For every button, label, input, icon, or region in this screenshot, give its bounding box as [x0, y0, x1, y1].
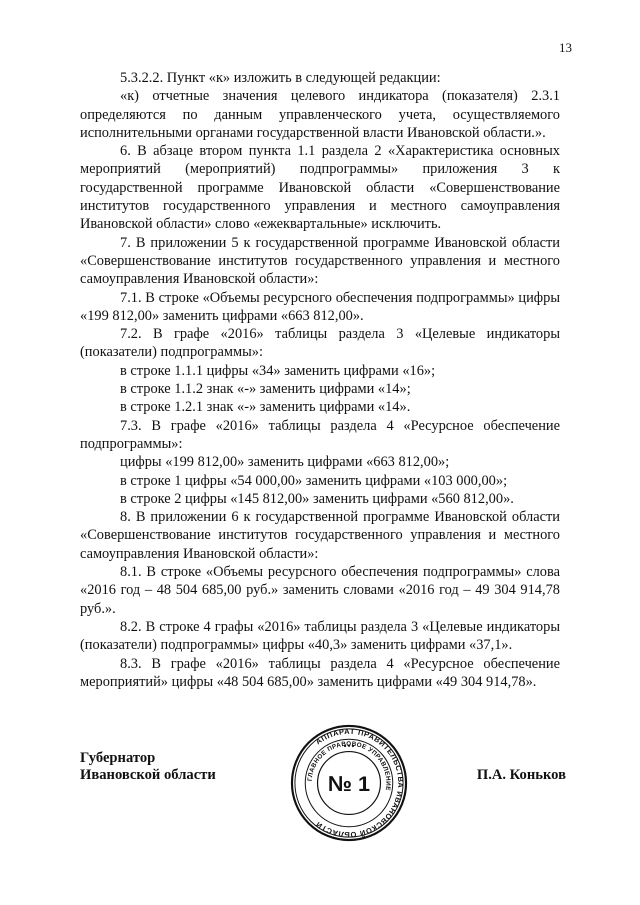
paragraph: 8.2. В строке 4 графы «2016» таблицы раздела 3 «Целевые индикаторы (показатели) подпрограммы» цифры «40,3» заменить цифрами «37,1». [80, 618, 560, 654]
seal-center-number: № 1 [327, 770, 371, 796]
paragraph: 8.1. В строке «Объемы ресурсного обеспечения подпрограммы» слова «2016 год – 48 504 685,00 руб.» заменить словами «2016 год – 49 304 914,78 руб.». [80, 564, 560, 617]
signature-name: П.А. Коньков [476, 767, 566, 783]
paragraph: 6. В абзаце втором пункта 1.1 раздела 2 «Характеристика основных мероприятий (мероприятий) подпрограммы» приложения 3 к государственной программе Ивановской области «Совершенствование институтов государственного управления и местного самоуправления Ивановской области» слово «ежеквартальные» исключить. [80, 143, 560, 233]
paragraph: в строке 1 цифры «54 000,00» заменить цифрами «103 000,00»; [120, 472, 508, 489]
paragraph: 8.3. В графе «2016» таблицы раздела 4 «Ресурсное обеспечение мероприятий» цифры «48 504 685,00» заменить цифрами «49 304 914,78». [80, 655, 560, 690]
seal-inner-text: ГЛАВНОЕ ПРАВОВОЕ УПРАВЛЕНИЕ [306, 740, 392, 792]
document-body [80, 69, 560, 691]
paragraph: цифры «199 812,00» заменить цифрами «663 812,00»; [120, 454, 450, 471]
paragraph: в строке 1.1.2 знак «-» заменить цифрами «14»; [120, 381, 411, 398]
paragraph: 7.1. В строке «Объемы ресурсного обеспечения подпрограммы» цифры «199 812,00» заменить цифрами «663 812,00». [80, 289, 560, 324]
paragraph: 5.3.2.2. Пункт «к» изложить в следующей редакции: [120, 70, 441, 86]
paragraph: в строке 1.1.1 цифры «34» заменить цифрами «16»; [120, 362, 436, 379]
paragraph: в строке 2 цифры «145 812,00» заменить цифрами «560 812,00». [120, 490, 514, 507]
page-number: 13 [559, 40, 572, 55]
official-seal-stamp [290, 724, 408, 842]
seal-outer-text: АППАРАТ ПРАВИТЕЛЬСТВА ИВАНОВСКОЙ ОБЛАСТИ [313, 726, 406, 840]
paragraph: в строке 1.2.1 знак «-» заменить цифрами «14». [120, 399, 411, 416]
paragraph: 8. В приложении 6 к государственной программе Ивановской области «Совершенствование институтов государственного управления и местного самоуправления Ивановской области»: [80, 509, 560, 562]
paragraph: 7.2. В графе «2016» таблицы раздела 3 «Целевые индикаторы (показатели) подпрограммы»: [80, 326, 560, 361]
paragraph: «к) отчетные значения целевого индикатора (показателя) 2.3.1 определяются по данным управленческого учета, осуществляемого исполнительными органами государственной власти Ивановской области.». [80, 88, 560, 141]
signature-title-line1: Губернатор [80, 750, 156, 766]
signature-title-line2: Ивановской области [80, 767, 216, 783]
paragraph: 7. В приложении 5 к государственной программе Ивановской области «Совершенствование институтов государственного управления и местного самоуправления Ивановской области»: [80, 234, 560, 288]
paragraph: 7.3. В графе «2016» таблицы раздела 4 «Ресурсное обеспечение подпрограммы»: [80, 417, 560, 452]
signature-title [80, 750, 216, 784]
